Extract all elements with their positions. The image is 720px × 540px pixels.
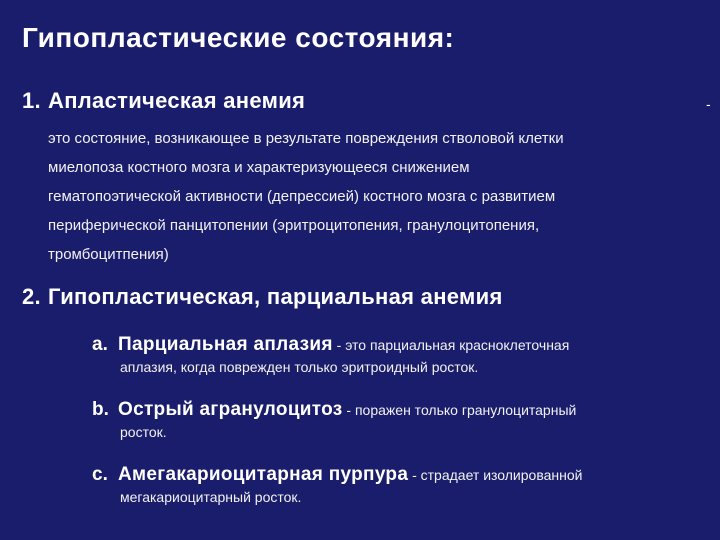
section-1-line: тромбоцитпения) — [48, 246, 169, 263]
item-letter: a. — [92, 334, 108, 355]
item-description: - поражен только гранулоцитарный — [342, 402, 577, 418]
section-2-number: 2. — [22, 284, 41, 309]
item-letter: b. — [92, 399, 109, 420]
section-2-item-b — [92, 399, 712, 440]
item-description: - страдает изолированной — [408, 467, 583, 483]
section-2-item-c — [92, 464, 712, 505]
item-description: - это парциальная красноклеточная — [332, 337, 570, 353]
section-1-line: это состояние, возникающее в результате повреждения стволовой клетки — [48, 130, 564, 147]
section-2-heading — [22, 284, 503, 310]
section-1-line: периферической панцитопении (эритроцитопения, гранулоцитопения, — [48, 217, 540, 234]
item-term: Парциальная аплазия — [118, 334, 333, 355]
section-1-number: 1. — [22, 88, 41, 113]
item-term: Амегакариоцитарная пурпура — [118, 464, 409, 485]
item-continuation: аплазия, когда поврежден только эритроидный росток. — [120, 359, 479, 375]
slide-title: Гипопластические состояния: — [22, 22, 455, 53]
section-1-dash: - — [706, 96, 711, 112]
section-1-line: миелопоза костного мозга и характеризующееся снижением — [48, 159, 470, 176]
section-1-heading — [22, 88, 305, 114]
item-term: Острый агранулоцитоз — [118, 399, 343, 420]
section-1-title: Апластическая анемия — [48, 88, 306, 113]
section-1-line: гематопоэтической активности (депрессией) костного мозга с развитием — [48, 188, 556, 205]
item-continuation: росток. — [120, 424, 167, 440]
section-1-body — [48, 124, 708, 269]
item-letter: c. — [92, 464, 108, 485]
section-2-title: Гипопластическая, парциальная анемия — [48, 284, 503, 309]
section-2-item-a — [92, 334, 712, 375]
item-continuation: мегакариоцитарный росток. — [120, 489, 302, 505]
